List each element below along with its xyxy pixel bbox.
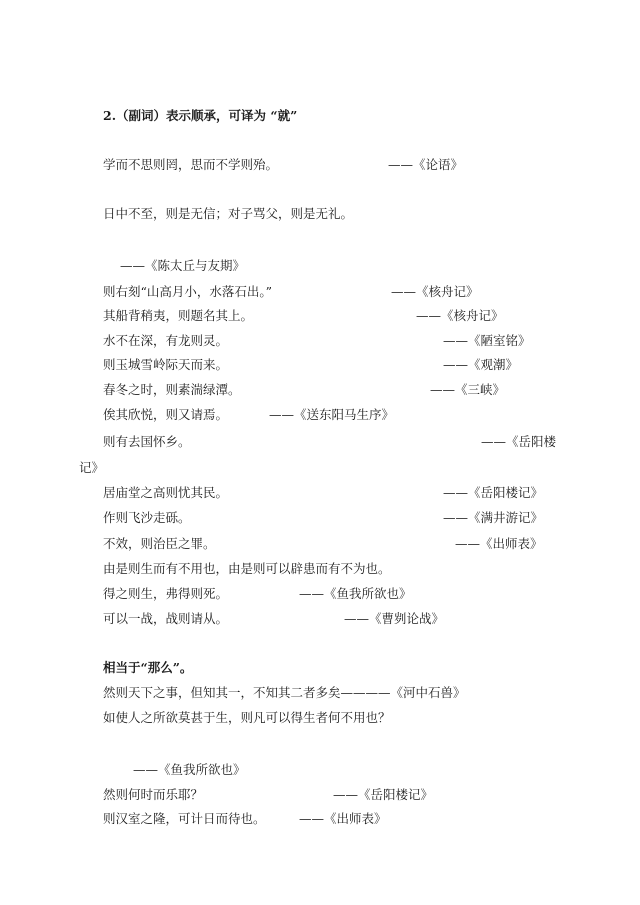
example-source: ——《核舟记》 (391, 284, 479, 299)
example-source: ——《曹刿论战》 (344, 611, 445, 626)
example-source: ——《满井游记》 (443, 510, 544, 525)
example-text: 然则何时而乐耶？ (103, 787, 204, 802)
example-source: ——《出师表》 (455, 536, 543, 551)
example-source: ——《鱼我所欲也》 (299, 586, 412, 601)
example-text: 如使人之所欲莫甚于生，则凡可以得生者何不用也？ (103, 710, 391, 725)
example-text: 然则天下之事，但知其一，不知其二者多矣————《河中石兽》 (103, 685, 466, 700)
example-source: ——《岳阳楼 (481, 434, 557, 449)
example-text: 其船背稍夷，则题名其上。 (103, 308, 254, 323)
example-source: ——《岳阳楼记》 (333, 787, 434, 802)
example-source: ——《观潮》 (443, 357, 519, 372)
example-source: ——《鱼我所欲也》 (133, 762, 246, 777)
example-text: 得之则生，弗得则死。 (103, 586, 229, 601)
heading-text: 相当于“那么”。 (103, 660, 193, 675)
example-source: ——《岳阳楼记》 (443, 485, 544, 500)
example-text: 水不在深，有龙则灵。 (103, 333, 229, 348)
example-source: ——《陈太丘与友期》 (120, 258, 246, 273)
example-text: 俟其欣悦，则又请焉。 (103, 407, 229, 422)
example-text: 则汉室之隆，可计日而待也。 (103, 811, 266, 826)
example-text: 可以一战，战则请从。 (103, 611, 229, 626)
example-text: 日中不至，则是无信；对子骂父，则是无礼。 (103, 206, 354, 221)
heading-text: 2.（副词）表示顺承，可译为 “就” (103, 108, 298, 123)
example-text: 记》 (79, 460, 105, 475)
example-text: 作则飞沙走砾。 (103, 510, 191, 525)
example-source: ——《送东阳马生序》 (269, 407, 395, 422)
example-text: 由是则生而有不用也，由是则可以辟患而有不为也。 (103, 561, 391, 576)
example-text: 不效，则治臣之罪。 (103, 536, 216, 551)
example-text: 学而不思则罔，思而不学则殆。 (103, 157, 279, 172)
example-text: 则有去国怀乡。 (103, 434, 191, 449)
example-text: 则右刻“山高月小，水落石出。” (103, 284, 273, 299)
example-text: 则玉城雪岭际天而来。 (103, 357, 229, 372)
example-text: 居庙堂之高则忧其民。 (103, 485, 229, 500)
example-source: ——《核舟记》 (416, 308, 504, 323)
example-source: ——《出师表》 (299, 811, 387, 826)
example-text: 春冬之时，则素湍绿潭。 (103, 382, 241, 397)
example-source: ——《陋室铭》 (443, 333, 531, 348)
example-source: ——《三峡》 (430, 382, 506, 397)
example-source: ——《论语》 (388, 157, 464, 172)
